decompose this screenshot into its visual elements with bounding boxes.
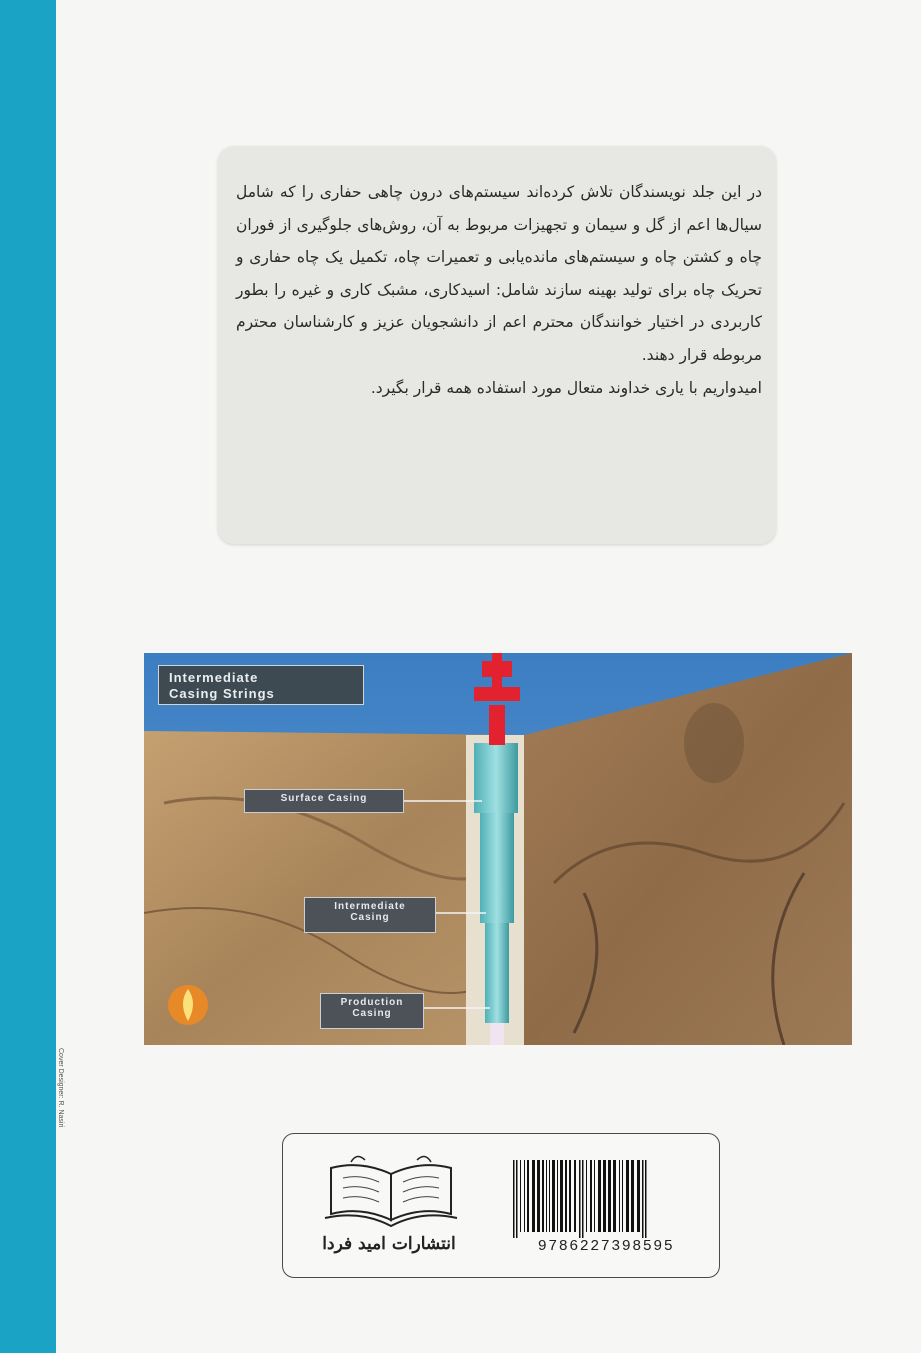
publisher-panel bbox=[282, 1133, 720, 1278]
barcode-bar bbox=[560, 1160, 563, 1232]
casing-illustration-graphic bbox=[144, 653, 852, 1045]
label-production-line-2: Casing bbox=[352, 1008, 392, 1019]
barcode-bar bbox=[622, 1160, 623, 1232]
barcode-bar bbox=[579, 1160, 581, 1238]
barcode-bar bbox=[608, 1160, 611, 1232]
spine-strip bbox=[0, 0, 56, 1353]
barcode-bar bbox=[520, 1160, 521, 1232]
barcode-bar bbox=[598, 1160, 601, 1232]
barcode-bar bbox=[557, 1160, 558, 1232]
barcode-bar bbox=[603, 1160, 606, 1232]
isbn-digits: 9786227398595 bbox=[537, 1238, 675, 1255]
barcode-bar bbox=[542, 1160, 544, 1232]
cover-designer-credit: Cover Designer: R. Nasiri bbox=[57, 1048, 64, 1128]
barcode-bar bbox=[626, 1160, 629, 1232]
barcode-bar bbox=[619, 1160, 620, 1232]
barcode-bar bbox=[524, 1160, 525, 1232]
barcode-bar bbox=[590, 1160, 592, 1232]
blurb-paragraph-1: در این جلد نویسندگان تلاش کرده‌اند سیستم‌های درون چاهی حفاری را که شامل سیال‌ها اعم از گل و سیمان و تجهیزات مربوط به آن، روش‌های جلوگیری از فوران چاه و کشتن چاه و سیستم‌های مانده‌یابی و تعمیرات چاه، تکمیل یک چاه حفاری و تحریک چاه برای تولید بهینه سازند شامل: اسیدکاری، مشبک کاری و غیره را بطور کاربردی در اختیار خوانندگان محترم اعم از دانشجویان عزیز و کارشناسان محترم مربوطه قرار دهند. bbox=[236, 183, 762, 364]
illustration-title bbox=[158, 665, 364, 705]
back-cover-blurb bbox=[218, 146, 776, 544]
open-book-icon bbox=[321, 1152, 461, 1232]
barcode-bar bbox=[569, 1160, 571, 1232]
illustration-title-line-1: Intermediate bbox=[169, 670, 259, 685]
barcode-bar bbox=[552, 1160, 555, 1232]
label-production-line-1: Production bbox=[340, 997, 404, 1008]
barcode-bar bbox=[549, 1160, 550, 1232]
barcode-bar bbox=[586, 1160, 587, 1232]
barcode-bar bbox=[527, 1160, 529, 1232]
barcode-bar bbox=[594, 1160, 595, 1232]
barcode-bar bbox=[537, 1160, 540, 1232]
label-production-casing bbox=[320, 993, 424, 1029]
label-intermediate-line-1: Intermediate bbox=[334, 901, 406, 912]
label-surface-casing bbox=[244, 789, 404, 813]
illustration-title-line-2: Casing Strings bbox=[169, 686, 275, 701]
label-intermediate-casing bbox=[304, 897, 436, 933]
barcode-bar bbox=[516, 1160, 518, 1238]
barcode-bar bbox=[645, 1160, 647, 1238]
barcode-bar bbox=[565, 1160, 567, 1232]
barcode-bar bbox=[613, 1160, 616, 1232]
casing-illustration bbox=[144, 653, 852, 1045]
barcode-bar bbox=[574, 1160, 576, 1232]
blurb-paragraph-2: امیدواریم با یاری خداوند متعال مورد استفاده همه قرار بگیرد. bbox=[370, 378, 762, 397]
barcode-bar bbox=[546, 1160, 547, 1232]
barcode-bar bbox=[582, 1160, 584, 1238]
label-intermediate-line-2: Casing bbox=[350, 912, 390, 923]
barcode-bar bbox=[631, 1160, 634, 1232]
barcode-bar bbox=[513, 1160, 515, 1238]
label-surface-casing-text: Surface Casing bbox=[280, 793, 368, 804]
barcode-bar bbox=[642, 1160, 644, 1238]
barcode-bar bbox=[532, 1160, 535, 1232]
publisher-name: انتشارات امید فردا bbox=[322, 1234, 456, 1254]
isbn-barcode bbox=[511, 1160, 701, 1238]
barcode-bar bbox=[637, 1160, 640, 1232]
